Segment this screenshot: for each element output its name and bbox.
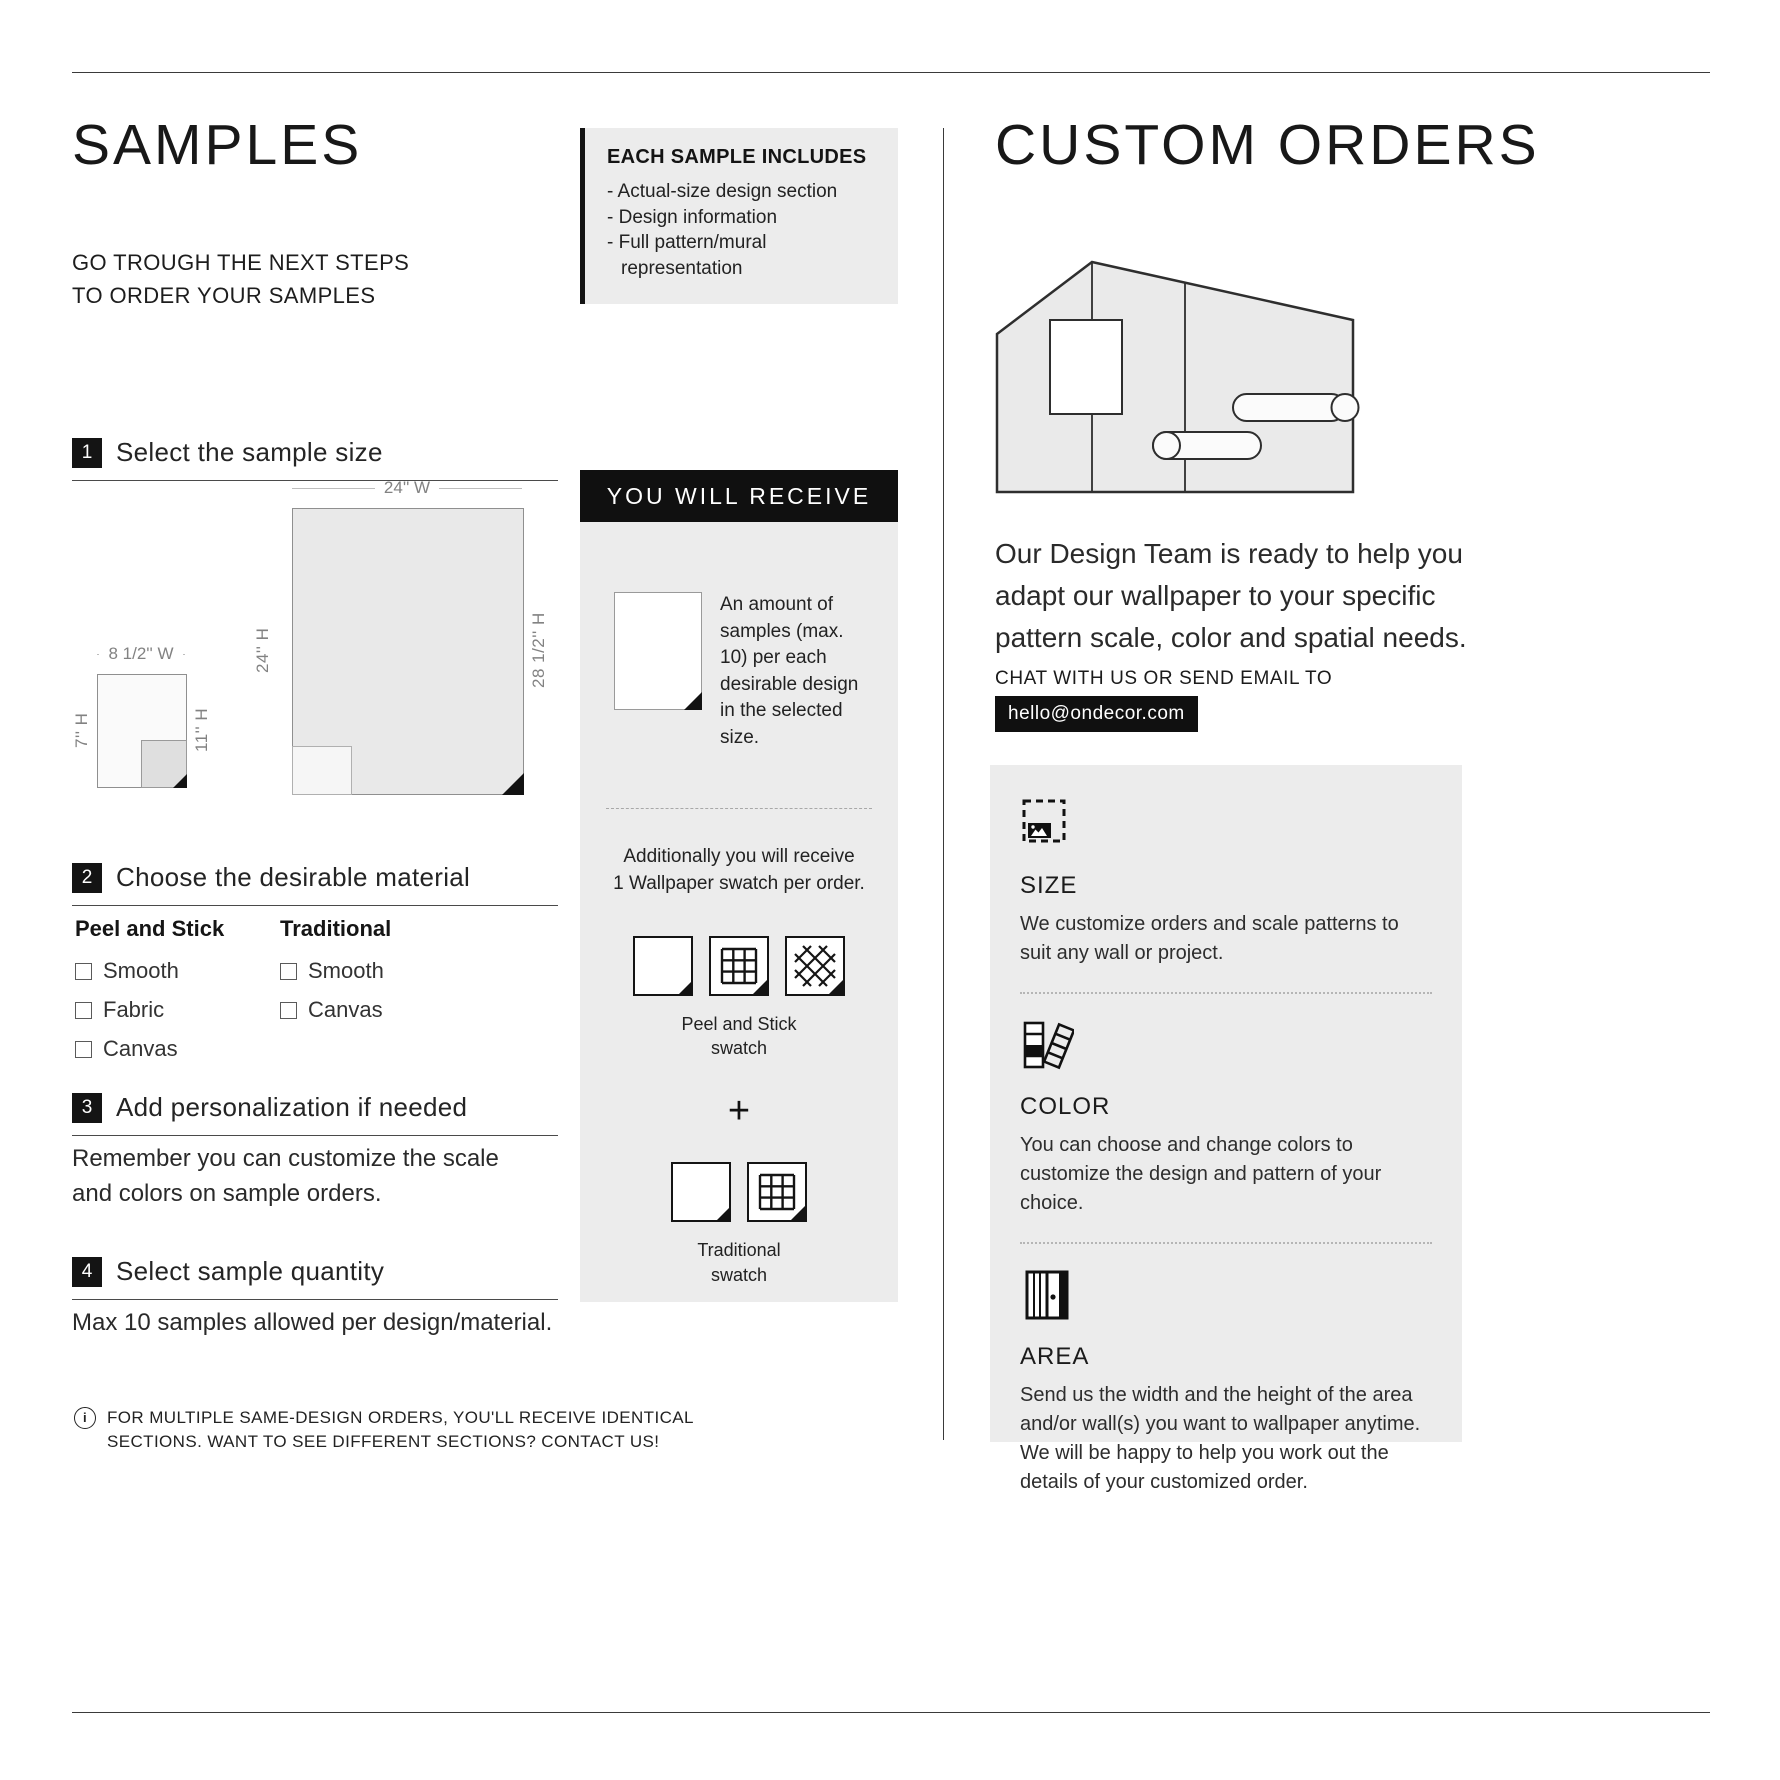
dotted-divider: [1020, 992, 1432, 994]
material-option-label: Canvas: [103, 1036, 178, 1061]
trad-caption-line-1: Traditional: [697, 1240, 781, 1261]
feature-size: [1020, 797, 1432, 968]
blank-swatch-icon: [671, 1162, 731, 1222]
additional-line-1: Additionally you will receive: [623, 845, 855, 867]
samples-amount-text: An amount of samples (max. 10) per each desirable design in the selected size.: [720, 594, 859, 748]
includes-item: - Full pattern/mural representation: [607, 232, 767, 279]
peel-caption-line-1: Peel and Stick: [681, 1013, 797, 1034]
traditional-swatch-caption: [606, 1238, 872, 1287]
email-badge[interactable]: hello@ondecor.com: [995, 696, 1198, 732]
dim-small-width-label: 8 1/2'' W: [108, 644, 174, 663]
checkbox-icon: [75, 1002, 92, 1019]
feature-title: AREA: [1020, 1343, 1090, 1370]
peel-swatch-row: [606, 936, 872, 996]
dim-small-height-left: 7'' H: [72, 712, 91, 748]
material-option-label: Smooth: [103, 958, 179, 983]
material-option-canvas: [280, 997, 391, 1023]
step-4-header: [72, 1256, 558, 1300]
feature-title: SIZE: [1020, 872, 1078, 899]
dim-small-height-right: 11'' H: [192, 707, 211, 753]
material-option-smooth: [75, 958, 224, 984]
includes-item: - Actual-size design section: [607, 181, 838, 202]
footnote: [74, 1406, 734, 1454]
includes-item: - Design information: [607, 206, 778, 228]
custom-orders-title: CUSTOM ORDERS: [995, 113, 1540, 177]
dotted-divider: [1020, 1242, 1432, 1244]
swatch-fold-corner-icon: [678, 981, 692, 995]
checkbox-icon: [75, 1041, 92, 1058]
peel-swatch-caption: [606, 1012, 872, 1061]
color-icon: [1020, 1018, 1074, 1072]
large-sample-rect: [292, 508, 524, 795]
chat-with-us-label: CHAT WITH US OR SEND EMAIL TO: [995, 668, 1333, 689]
peel-caption-line-2: swatch: [710, 1037, 768, 1058]
feature-color: [1020, 1018, 1432, 1218]
checkbox-icon: [280, 1002, 297, 1019]
feature-text: Send us the width and the height of the area and/or wall(s) you want to wallpaper anytime. We will be happy to help you work out the details of your customized order.: [1020, 1384, 1421, 1493]
checkbox-icon: [75, 963, 92, 980]
dim-small-width: [97, 644, 185, 664]
plus-sign: +: [727, 1090, 751, 1133]
samples-title: SAMPLES: [72, 113, 363, 177]
you-will-receive-panel: [580, 522, 898, 1302]
info-icon: i: [74, 1407, 96, 1429]
intro-text: [72, 246, 409, 312]
material-option-fabric: [75, 997, 224, 1023]
feature-title: COLOR: [1020, 1093, 1111, 1120]
small-sample-fold-corner-icon: [173, 774, 187, 788]
footnote-line-1: FOR MULTIPLE SAME-DESIGN ORDERS, YOU'LL RECEIVE IDENTICAL: [107, 1408, 694, 1427]
material-col-traditional: [280, 916, 391, 1036]
samples-amount-row: [614, 592, 872, 752]
wallpaper-install-illustration: [995, 256, 1360, 498]
column-divider: [943, 128, 944, 1440]
material-col-title: Peel and Stick: [75, 916, 225, 941]
material-col-title: Traditional: [280, 916, 392, 941]
checkbox-icon: [280, 963, 297, 980]
material-option-label: Canvas: [308, 997, 383, 1022]
feature-area: [1020, 1268, 1432, 1497]
step-2-label: Choose the desirable material: [116, 862, 471, 892]
small-sample-rect: [97, 674, 187, 788]
material-options: [75, 916, 555, 1076]
custom-features-panel: [990, 765, 1462, 1493]
step-4-label: Select sample quantity: [116, 1256, 385, 1286]
grid-swatch-icon: [709, 936, 769, 996]
dashed-divider: [606, 808, 872, 809]
intro-line-1: GO TROUGH THE NEXT STEPS: [72, 250, 410, 275]
custom-orders-description: Our Design Team is ready to help you adapt our wallpaper to your specific pattern scale, color and spatial needs.: [995, 538, 1467, 653]
dim-large-width-label: 24'' W: [383, 478, 431, 497]
bottom-rule: [72, 1712, 1710, 1713]
crosshatch-swatch-icon: [785, 936, 845, 996]
area-icon: [1020, 1268, 1074, 1322]
sample-size-diagram: [72, 478, 558, 823]
large-sample-fold-corner-icon: [502, 773, 524, 795]
step-1-number-badge: 1: [72, 438, 102, 468]
additional-swatch-text: [606, 843, 872, 898]
intro-line-2: TO ORDER YOUR SAMPLES: [72, 283, 376, 308]
footnote-line-2: SECTIONS. WANT TO SEE DIFFERENT SECTIONS? CONTACT US!: [107, 1431, 660, 1451]
traditional-swatch-row: [606, 1162, 872, 1222]
footnote-lines: [107, 1406, 694, 1454]
step-1-label: Select the sample size: [116, 437, 383, 467]
size-icon: [1020, 797, 1074, 851]
you-will-receive-header: YOU WILL RECEIVE: [580, 470, 898, 522]
dim-large-height-right: 28 1/2'' H: [529, 612, 548, 689]
includes-title: EACH SAMPLE INCLUDES: [607, 146, 867, 168]
material-option-label: Fabric: [103, 997, 165, 1022]
feature-text: We customize orders and scale patterns to suit any wall or project.: [1020, 913, 1399, 964]
dim-large-height-left: 24'' H: [253, 627, 272, 674]
step-3-description: Remember you can customize the scale and colors on sample orders.: [72, 1145, 499, 1207]
step-2-number-badge: 2: [72, 863, 102, 893]
trad-caption-line-2: swatch: [710, 1264, 768, 1285]
additional-line-2: 1 Wallpaper swatch per order.: [613, 873, 865, 895]
step-4-description: Max 10 samples allowed per design/material.: [72, 1309, 553, 1336]
step-3-header: [72, 1092, 558, 1136]
step-3-label: Add personalization if needed: [116, 1092, 468, 1122]
material-option-label: Smooth: [308, 958, 384, 983]
large-sample-inner-swatch: [292, 746, 352, 795]
material-option-smooth: [280, 958, 391, 984]
grid-swatch-icon: [747, 1162, 807, 1222]
step-4-number-badge: 4: [72, 1257, 102, 1287]
each-sample-includes-box: [580, 128, 898, 304]
step-1-header: [72, 437, 558, 481]
step-2-header: [72, 862, 558, 906]
blank-swatch-icon: [633, 936, 693, 996]
top-rule: [72, 72, 1710, 73]
dim-large-width: [292, 478, 522, 498]
step-3-number-badge: 3: [72, 1093, 102, 1123]
sample-page-icon: [614, 592, 702, 710]
swatch-fold-corner-icon: [716, 1207, 730, 1221]
material-option-canvas: [75, 1036, 224, 1062]
material-col-peel-and-stick: [75, 916, 224, 1075]
feature-text: You can choose and change colors to customize the design and pattern of your choice.: [1020, 1134, 1382, 1214]
page-fold-corner-icon: [684, 692, 702, 710]
